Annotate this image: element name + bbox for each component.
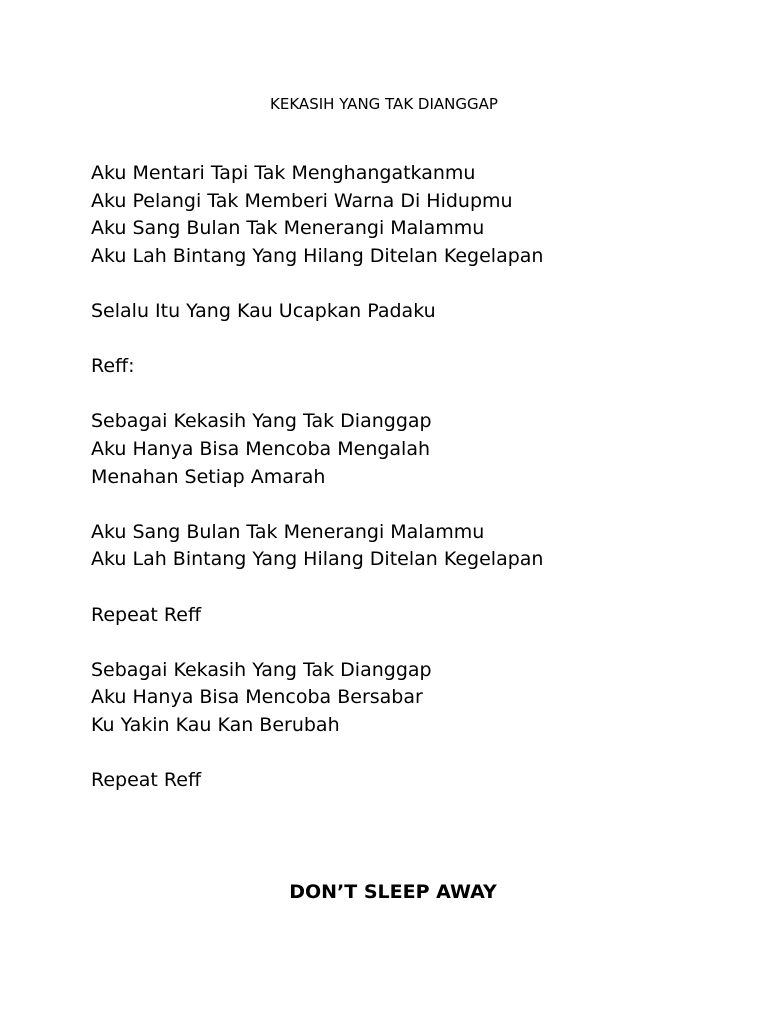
lyric-line	[91, 739, 543, 767]
song-title: KEKASIH YANG TAK DIANGGAP	[270, 95, 498, 113]
lyric-line: Aku Sang Bulan Tak Menerangi Malammu	[91, 520, 485, 543]
lyric-line	[91, 381, 543, 409]
lyric-line	[91, 326, 543, 354]
lyric-line: Aku Hanya Bisa Mencoba Mengalah	[91, 437, 431, 460]
lyric-line: Selalu Itu Yang Kau Ucapkan Padaku	[91, 299, 436, 322]
lyric-line	[91, 629, 543, 657]
lyric-line: Aku Lah Bintang Yang Hilang Ditelan Kegelapan	[91, 548, 544, 571]
next-song-title: DON’T SLEEP AWAY	[289, 881, 497, 903]
lyric-line: Aku Mentari Tapi Tak Menghangatkanmu	[91, 162, 476, 184]
lyric-line: Repeat Reff	[91, 603, 202, 626]
lyric-line: Aku Pelangi Tak Memberi Warna Di Hidupmu	[91, 189, 513, 212]
lyric-line: Aku Sang Bulan Tak Menerangi Malammu	[91, 217, 485, 240]
lyric-line: Menahan Setiap Amarah	[91, 465, 326, 488]
lyric-line: Sebagai Kekasih Yang Tak Dianggap	[91, 658, 432, 681]
lyric-line	[91, 491, 543, 519]
lyric-line	[91, 270, 543, 298]
lyrics	[91, 160, 543, 795]
lyric-line: Sebagai Kekasih Yang Tak Dianggap	[91, 410, 432, 433]
lyric-line: Aku Hanya Bisa Mencoba Bersabar	[91, 686, 423, 709]
lyric-line	[91, 574, 543, 602]
lyric-line: Reff:	[91, 355, 135, 378]
lyric-line: Ku Yakin Kau Kan Berubah	[91, 713, 340, 736]
lyric-line: Aku Lah Bintang Yang Hilang Ditelan Kegelapan	[91, 244, 544, 267]
lyric-line: Repeat Reff	[91, 769, 202, 792]
